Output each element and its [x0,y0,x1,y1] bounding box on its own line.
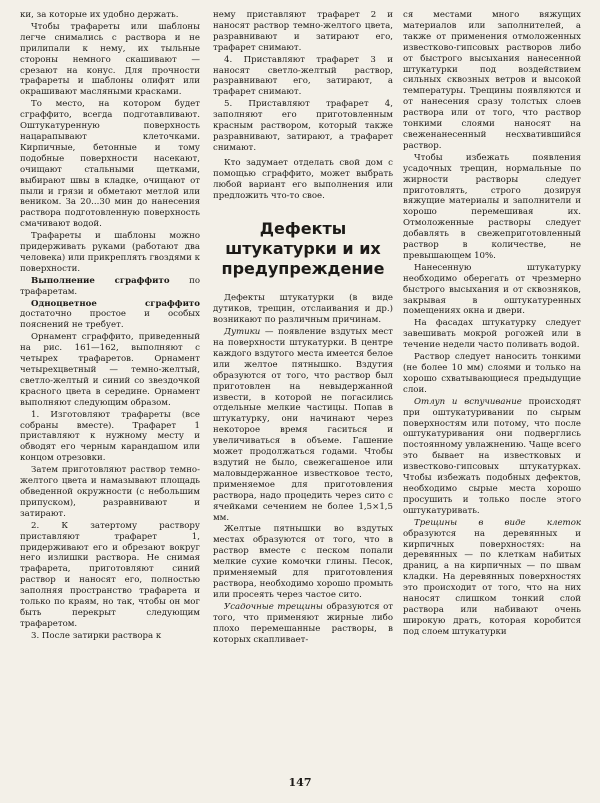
paragraph: Затем приготовляют раствор темно-желтого цвета и намазывают площадь обведенной окружности (с небольшим припуском), разравнивают и затирают. [20,465,200,519]
paragraph: Дефекты штукатурки (в виде дутиков, трещин, отслаивания и др.) возникают по различным причинам. [213,293,393,326]
paragraph: То место, на котором будет сграффито, всегда подготавливают. Оштукатуренную поверхность нацарапывают клеточками. Кирпичные, бетонные и тому подобные поверхности насекают, очищают стальными щетками, выбирают швы в кладке, очищают от пыли и грязи и обметают метлой или веником. За 20...30 мин до нанесения раствора подготовленную поверхность смачивают водой. [20,99,200,230]
paragraph: Желтые пятнышки во вздутых местах образуются от того, что в раствор вместе с песком попали мелкие сухие комочки глины. Песок, применяемый для приготовления раствора, необходимо хорошо промыть или просеять через частое сито. [213,524,393,600]
page-number: 147 [288,776,312,789]
paragraph: Отлуп и вспучивание происходят при оштукатуривании по сырым поверхностям или потому, что после оштукатуривания они подверглись постоянному увлажнению. Чаще всего это бывает на известковых и известково-гипсовых штукатурках. Чтобы избежать подобных дефектов, необходимо сырые места хорошо просушить и только после этого оштукатуривать. [403,396,581,516]
term: Отлуп и вспучивание [414,396,522,407]
paragraph: 3. После затирки раствора к [31,630,162,641]
text-column-left [20,10,200,643]
paragraph: Трафареты и шаблоны можно придерживать руками (работают два человека) или прикреплять гвоздями к поверхности. [20,231,200,274]
text-column-right [403,10,581,639]
paragraph: нему приставляют трафарет 2 и наносят раствор темно-желтого цвета, разравнивают и затирают его, трафарет снимают. [213,10,393,53]
term: Одноцветное сграффито [31,298,200,309]
term: Дутики [224,327,261,338]
paragraph: 1. Изготовляют трафареты (все собраны вместе). Трафарет 1 приставляют к нужному месту и обводят его черным карандашом или концом отрезовки. [20,409,200,464]
paragraph: Трещины в виде клеток образуются на деревянных и кирпичных поверхностях: на деревянных — по клеткам набитых драниц, а на кирпичных — по швам кладки. На деревянных поверхностях это происходит от того, что на них наносят слишком тонкий слой раствора или набивают очень широкую драть, которая коробится под слоем штукатурки [403,517,581,637]
paragraph: Нанесенную штукатурку необходимо оберегать от чрезмерно быстрого высыхания и от сквозняков, закрывая в оштукатуренных помещениях окна и двери. [403,262,581,317]
paragraph: Кто задумает отделать свой дом с помощью сграффито, может выбрать любой вариант его выполнения или предложить что-то свое. [213,157,393,201]
paragraph: Орнамент сграффито, приведенный на рис. 161—162, выполняют с четырех трафаретов. Орнамент четырехцветный — темно-желтый, светло-желтый и синий со звездочкой красного цвета в середине. Орнамент выполняют следующим образом. [20,332,200,408]
paragraph: Раствор следует наносить тонкими (не более 10 мм) слоями и только на хорошо схватывающиеся предыдущие слои. [403,352,581,395]
paragraph: Усадочные трещины образуются от того, что применяют жирные либо плохо перемешанные растворы, в которых скапливает- [213,601,393,645]
paragraph: 5. Приставляют трафарет 4, заполняют его приготовленным красным раствором, который также разравнивают, затирают, а трафарет снимают. [213,99,393,153]
paragraph: ки, за которые их удобно держать. [20,10,179,20]
paragraph: Чтобы избежать появления усадочных трещин, нормальные по жирности растворы следует приготовлять, строго дозируя вяжущие материалы и заполнители и хорошо перемешивая их. Отмоложенные растворы следует добавлять в свежеприготовленный раствор в количестве, не превышающем 10%. [403,152,581,261]
paragraph: Чтобы трафареты или шаблоны легче снимались с раствора и не прилипали к нему, их тыльные стороны немного скашивают — срезают на конус. Для прочности трафареты и шаблоны олифят или окрашивают масляными красками. [20,21,200,98]
paragraph: Выполнение сграффито по трафаретам. [20,275,200,297]
paragraph: 2. К затертому раствору приставляют трафарет 1, придерживают его и обрезают вокруг него излишки раствора. Не снимая трафарета, приготовляют синий раствор и наносят его, полностью заполняя пространство трафарета и только по краям, но так, чтобы он мог быть перекрыт следующим трафаретом. [20,520,200,629]
text-column-middle [213,10,393,646]
paragraph: ся местами много вяжущих материалов или заполнителей, а также от применения отмоложенных известково-гипсовых растворов либо от быстрого высыхания нанесенной штукатурки под воздействием сильных сквозных ветров и высокой температуры. Трещины появляются и от нанесения сразу толстых слоев раствора или от того, что раствор тонкими слоями наносят на свеженанесенный несхватившийся раствор. [403,10,581,151]
paragraph: Дутики — появление вздутых мест на поверхности штукатурки. В центре каждого вздутого места имеется белое или желтое пятнышко. Вздутия образуются от того, что раствор был приготовлен на невыдержанной извести, в которой не погасились отдельные мелкие частицы. Попав в штукатурку, они начинают через некоторое время гаситься и увеличиваться в объеме. Гашение может продолжаться годами. Чтобы вздутий не было, свежегашеное или маловыдержанное известковое тесто, применяемое для приготовления раствора, надо процедить через сито с ячейками сечением не более 1,5×1,5 мм. [213,327,393,523]
section-heading: Дефекты штукатурки и их предупреждение [221,219,385,279]
term: Усадочные трещины [224,601,323,612]
paragraph: Одноцветное сграффито достаточно простое и особых пояснений не требует. [20,298,200,331]
term: Выполнение сграффито [31,275,170,286]
paragraph: На фасадах штукатурку следует завешивать мокрой рогожей или в течение недели часто поливать водой. [403,318,581,351]
paragraph: 4. Приставляют трафарет 3 и наносят светло-желтый раствор, разравнивают его, затирают, а трафарет снимают. [213,54,393,98]
term: Трещины в виде клеток [414,517,581,528]
